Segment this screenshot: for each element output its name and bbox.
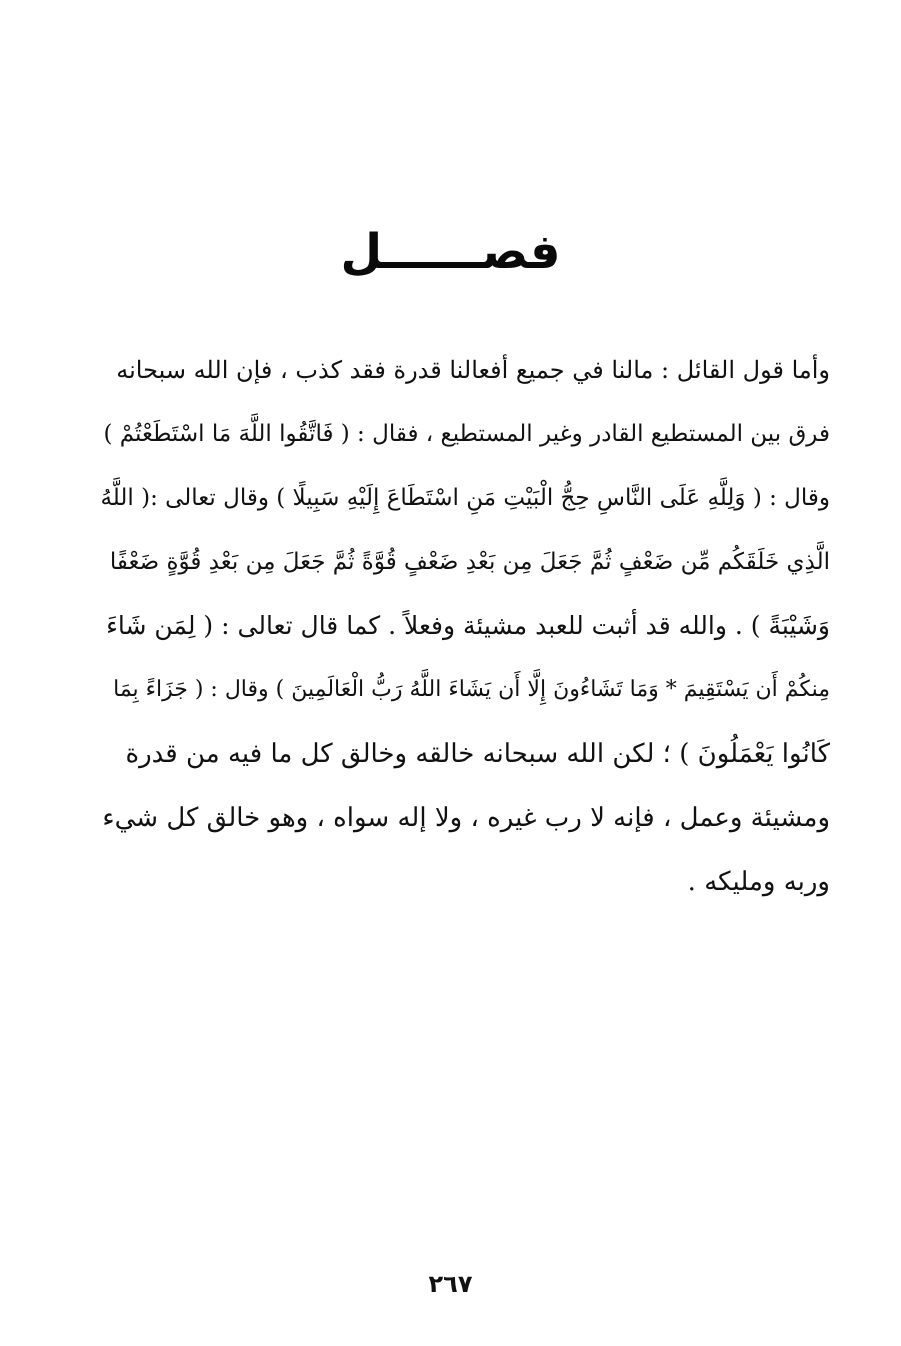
page-number: ٢٦٧ xyxy=(428,1270,473,1298)
text-line: وربه ومليكه . xyxy=(687,867,830,897)
text-line: الَّذِي خَلَقَكُم مِّن ضَعْفٍ ثُمَّ جَعَلَ مِن بَعْدِ ضَعْفٍ قُوَّةً ثُمَّ جَعَلَ مِن بَعْدِ قُوَّةٍ ضَعْفًا xyxy=(109,549,830,575)
text-line: وَشَيْبَةً ) . والله قد أثبت للعبد مشيئة وفعلاً . كما قال تعالى : ( لِمَن شَاءَ xyxy=(106,611,830,640)
text-line: كَانُوا يَعْمَلُونَ ) ؛ لكن الله سبحانه خالقه وخالق كل ما فيه من قدرة xyxy=(125,739,830,769)
section-heading: فصــــــل xyxy=(340,224,561,280)
paragraph xyxy=(100,338,830,914)
text-line: مِنكُمْ أَن يَسْتَقِيمَ * وَمَا تَشَاءُونَ إِلَّا أَن يَشَاءَ اللَّهُ رَبُّ الْعَالَمِينَ ) وقال : ( جَزَاءً بِمَا xyxy=(113,677,830,702)
text-line: وقال : ( وَلِلَّهِ عَلَى النَّاسِ حِجُّ الْبَيْتِ مَنِ اسْتَطَاعَ إِلَيْهِ سَبِيلًا ) وقال تعالى :( اللَّهُ xyxy=(100,485,830,511)
text-line: فرق بين المستطيع القادر وغير المستطيع ، فقال : ( فَاتَّقُوا اللَّهَ مَا اسْتَطَعْتُمْ ) xyxy=(103,421,830,447)
text-line: وأما قول القائل : مالنا في جميع أفعالنا قدرة فقد كذب ، فإن الله سبحانه xyxy=(116,356,830,384)
text-line: ومشيئة وعمل ، فإنه لا رب غيره ، ولا إله سواه ، وهو خالق كل شيء xyxy=(102,803,830,833)
